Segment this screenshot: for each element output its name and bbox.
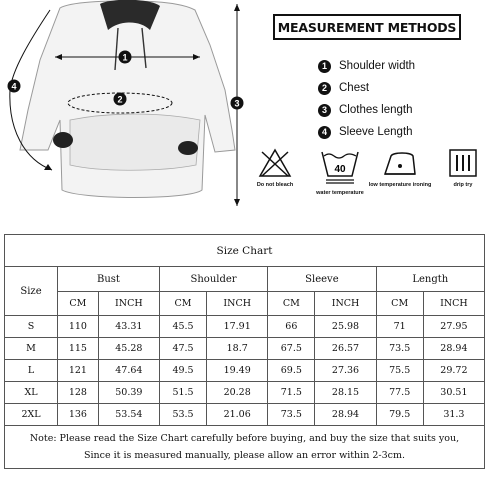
table-cell: 73.5 [376, 338, 423, 360]
table-cell: 50.39 [98, 382, 159, 404]
care-low-temperature-ironing [364, 148, 436, 189]
table-cell: S [5, 316, 58, 338]
table-cell: 53.5 [159, 404, 206, 426]
table-cell: L [5, 360, 58, 382]
unit-header: CM [58, 292, 99, 316]
unit-header: INCH [98, 292, 159, 316]
legend-label: Sleeve Length [339, 126, 413, 138]
measurement-methods-title: MEASUREMENT METHODS [273, 14, 461, 40]
care-label: low temperature ironing [368, 182, 432, 188]
unit-header: INCH [207, 292, 268, 316]
table-cell: 75.5 [376, 360, 423, 382]
care-no-bleach [239, 148, 311, 189]
table-row [5, 360, 485, 382]
care-label: water temperature [316, 190, 364, 196]
legend-item-chest [318, 77, 415, 99]
legend-item-sleeve [318, 121, 415, 143]
measurement-legend [318, 55, 415, 143]
unit-header: INCH [315, 292, 376, 316]
number-badge: 4 [318, 126, 331, 139]
size-chart-note [5, 426, 485, 469]
table-row [5, 382, 485, 404]
table-cell: 71.5 [268, 382, 315, 404]
table-cell: 28.94 [423, 338, 484, 360]
table-cell: 45.5 [159, 316, 206, 338]
table-cell: 53.54 [98, 404, 159, 426]
water-temperature-icon [320, 148, 360, 186]
svg-text:1: 1 [122, 52, 128, 63]
table-cell: 67.5 [268, 338, 315, 360]
table-cell: 19.49 [207, 360, 268, 382]
table-cell: 71 [376, 316, 423, 338]
table-cell: 110 [58, 316, 99, 338]
svg-text:3: 3 [234, 98, 240, 109]
table-cell: M [5, 338, 58, 360]
table-cell: 21.06 [207, 404, 268, 426]
svg-text:2: 2 [117, 94, 123, 105]
table-cell: 20.28 [207, 382, 268, 404]
table-row [5, 316, 485, 338]
table-cell: 73.5 [268, 404, 315, 426]
table-cell: 43.31 [98, 316, 159, 338]
table-cell: 27.95 [423, 316, 484, 338]
unit-header: INCH [423, 292, 484, 316]
group-header-bust: Bust [58, 267, 160, 292]
low-temperature-ironing-icon [381, 148, 419, 178]
number-badge: 1 [318, 60, 331, 73]
table-cell: 47.5 [159, 338, 206, 360]
table-cell: 79.5 [376, 404, 423, 426]
table-cell: 121 [58, 360, 99, 382]
note-line-2: Since it is measured manually, please allow an error within 2-3cm. [83, 450, 406, 461]
table-cell: 31.3 [423, 404, 484, 426]
svg-text:4: 4 [11, 81, 17, 92]
table-cell: 136 [58, 404, 99, 426]
table-cell: 69.5 [268, 360, 315, 382]
care-label: drip try [453, 182, 473, 188]
table-cell: 51.5 [159, 382, 206, 404]
table-cell: 49.5 [159, 360, 206, 382]
table-cell: 77.5 [376, 382, 423, 404]
group-header-sleeve: Sleeve [268, 267, 376, 292]
table-cell: 2XL [5, 404, 58, 426]
table-cell: 27.36 [315, 360, 376, 382]
table-cell: 115 [58, 338, 99, 360]
table-cell: 25.98 [315, 316, 376, 338]
care-drip-dry [427, 148, 486, 189]
table-cell: 29.72 [423, 360, 484, 382]
unit-header: CM [376, 292, 423, 316]
size-header: Size [5, 267, 58, 316]
table-cell: 128 [58, 382, 99, 404]
table-row [5, 404, 485, 426]
table-cell: XL [5, 382, 58, 404]
table-cell: 28.15 [315, 382, 376, 404]
note-line-1: Note: Please read the Size Chart carefully before buying, and buy the size that suits you, [29, 433, 460, 444]
hoodie-diagram [0, 0, 260, 226]
table-row [5, 338, 485, 360]
drip-dry-icon [448, 148, 478, 178]
svg-text:40: 40 [334, 164, 346, 175]
size-chart-caption: Size Chart [5, 235, 485, 267]
table-cell: 28.94 [315, 404, 376, 426]
legend-label: Clothes length [339, 104, 413, 116]
table-cell: 66 [268, 316, 315, 338]
table-cell: 26.57 [315, 338, 376, 360]
number-badge: 2 [318, 82, 331, 95]
group-header-shoulder: Shoulder [159, 267, 267, 292]
number-badge: 3 [318, 104, 331, 117]
table-cell: 47.64 [98, 360, 159, 382]
legend-item-length [318, 99, 415, 121]
size-chart-table [4, 234, 485, 469]
group-header-length: Length [376, 267, 484, 292]
table-cell: 18.7 [207, 338, 268, 360]
table-cell: 45.28 [98, 338, 159, 360]
care-label: Do not bleach [256, 182, 294, 188]
table-cell: 30.51 [423, 382, 484, 404]
no-bleach-icon [258, 148, 292, 178]
table-cell: 17.91 [207, 316, 268, 338]
legend-label: Shoulder width [339, 60, 416, 72]
measurement-section [0, 0, 486, 226]
unit-header: CM [159, 292, 206, 316]
unit-header: CM [268, 292, 315, 316]
legend-label: Chest [339, 82, 370, 94]
legend-item-shoulder [318, 55, 415, 77]
